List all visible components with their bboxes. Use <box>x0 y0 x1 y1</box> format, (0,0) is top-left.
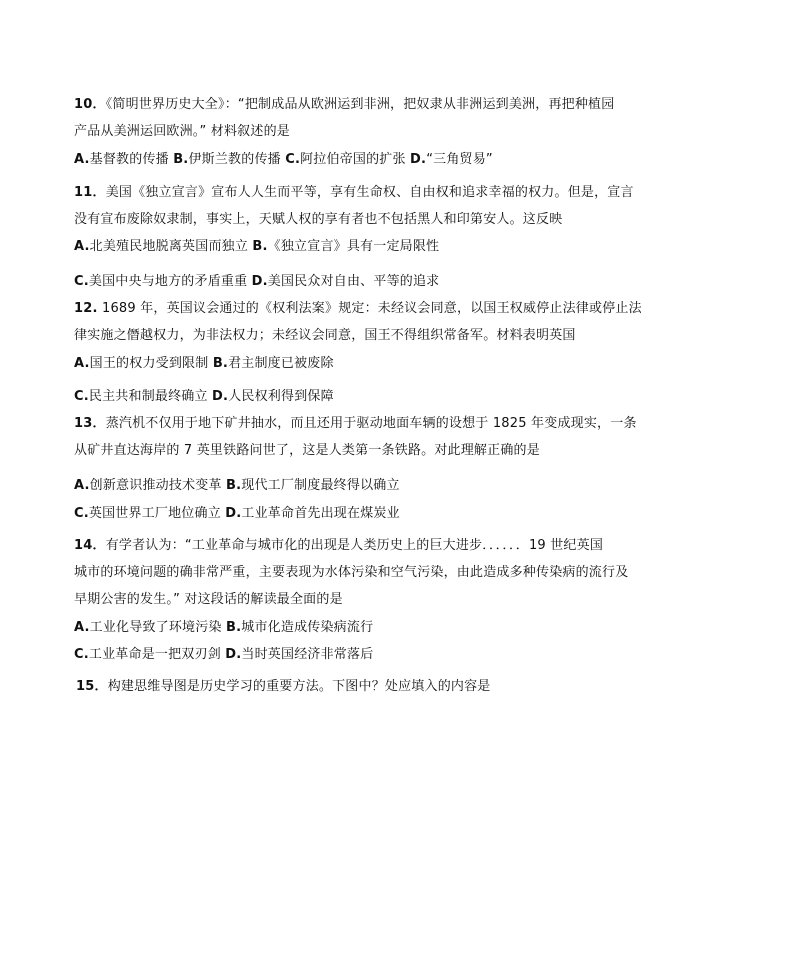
option-letter: D. <box>225 506 242 521</box>
q15-line-1 <box>76 678 491 696</box>
q13-line-2 <box>74 442 540 460</box>
q11-stem-text: 没有宣布废除奴隶制，事实上，天赋人权的享有者也不包括黑人和印第安人。这反映 <box>74 212 563 227</box>
q15-number: 15． <box>76 679 108 694</box>
q14-line-1 <box>74 537 603 555</box>
option-letter: C. <box>74 274 89 289</box>
q11-options-ab <box>74 238 439 256</box>
option-letter: C. <box>74 506 89 521</box>
q12-line-1 <box>74 300 642 318</box>
option-letter: B. <box>226 620 242 635</box>
q14-options-ab <box>74 619 373 637</box>
q14-options-cd <box>74 646 373 664</box>
option-letter: C. <box>285 152 301 167</box>
q14-stem-text: 城市的环境问题的确非常严重，主要表现为水体污染和空气污染，由此造成多种传染病的流行及 <box>74 565 629 580</box>
q13-options-cd <box>74 505 400 523</box>
q12-number: 12. <box>74 301 98 316</box>
option-text: 伊斯兰教的传播 <box>188 152 281 167</box>
option-text: 民主共和制最终确立 <box>88 389 208 404</box>
option-text: 《独立宣言》具有一定局限性 <box>267 239 440 254</box>
option-text: 人民权利得到保障 <box>228 389 334 404</box>
q11-line-1 <box>74 184 634 202</box>
q12-options-ab <box>74 355 334 373</box>
option-letter: D. <box>212 389 229 404</box>
option-text: 基督教的传播 <box>89 152 169 167</box>
option-letter: C. <box>74 389 89 404</box>
q10-options <box>74 151 493 169</box>
q14-line-2 <box>74 564 628 582</box>
option-letter: D. <box>225 647 242 662</box>
q12-stem-text: 律实施之僭越权力，为非法权力；未经议会同意，国王不得组织常备军。材料表明英国 <box>74 328 576 343</box>
option-letter: A. <box>74 239 90 254</box>
q10-line-1 <box>74 96 614 114</box>
q11-line-2 <box>74 211 562 229</box>
q13-options-ab <box>74 477 400 495</box>
option-text: 创新意识推动技术变革 <box>89 478 222 493</box>
option-letter: A. <box>74 152 90 167</box>
option-text: 当时英国经济非常落后 <box>241 647 374 662</box>
q13-stem-text: 蒸汽机不仅用于地下矿井抽水，而且还用于驱动地面车辆的设想于 1825 年变成现实，一条 <box>105 416 637 431</box>
option-letter: B. <box>212 356 229 371</box>
q11-number: 11． <box>74 185 106 200</box>
option-letter: D. <box>251 274 268 289</box>
option-letter: A. <box>74 478 90 493</box>
option-letter: A. <box>74 356 90 371</box>
q12-options-cd <box>74 388 334 406</box>
option-text: 北美殖民地脱离英国而独立 <box>89 239 249 254</box>
option-text: 君主制度已被废除 <box>228 356 334 371</box>
option-text: 工业化导致了环境污染 <box>89 620 222 635</box>
option-text: 美国民众对自由、平等的追求 <box>267 274 440 289</box>
q10-stem-text: 《简明世界历史大全》：“把制成品从欧洲运到非洲，把奴隶从非洲运到美洲，再把种植园 <box>105 97 615 112</box>
q11-stem-text: 美国《独立宣言》宣布人人生而平等，享有生命权、自由权和追求幸福的权力。但是，宣言 <box>105 185 634 200</box>
option-letter: B. <box>226 478 242 493</box>
q13-line-1 <box>74 415 637 433</box>
option-text: 美国中央与地方的矛盾重重 <box>88 274 248 289</box>
q13-stem-text: 从矿井直达海岸的 7 英里铁路问世了，这是人类第一条铁路。对此理解正确的是 <box>74 443 540 458</box>
q13-number: 13． <box>74 416 106 431</box>
q12-stem-text: 1689 年，英国议会通过的《权利法案》规定：未经议会同意，以国王权威停止法律或停止法 <box>101 301 642 316</box>
q14-stem-text: 早期公害的发生。” 对这段话的解读最全面的是 <box>74 592 343 607</box>
option-text: 英国世界工厂地位确立 <box>88 506 221 521</box>
option-text: 城市化造成传染病流行 <box>241 620 374 635</box>
q10-line-2 <box>74 123 290 141</box>
q11-options-cd <box>74 273 439 291</box>
q14-number: 14． <box>74 538 106 553</box>
q15-stem-text: 构建思维导图是历史学习的重要方法。下图中？处应填入的内容是 <box>107 679 491 694</box>
option-letter: C. <box>74 647 89 662</box>
q14-stem-text: 有学者认为：“工业革命与城市化的出现是人类历史上的巨大进步．．．．．．19 世纪英国 <box>105 538 604 553</box>
option-text: 阿拉伯帝国的扩张 <box>300 152 406 167</box>
option-letter: B. <box>252 239 268 254</box>
option-letter: A. <box>74 620 90 635</box>
q10-number: 10． <box>74 97 106 112</box>
option-text: 工业革命是一把双刃剑 <box>88 647 221 662</box>
option-text: “三角贸易” <box>426 152 493 167</box>
option-text: 工业革命首先出现在煤炭业 <box>241 506 400 521</box>
option-letter: B. <box>173 152 189 167</box>
option-text: 国王的权力受到限制 <box>89 356 209 371</box>
q14-line-3 <box>74 591 343 609</box>
option-text: 现代工厂制度最终得以确立 <box>241 478 400 493</box>
q10-stem-text: 产品从美洲运回欧洲。” 材料叙述的是 <box>74 124 290 139</box>
option-letter: D. <box>410 152 427 167</box>
q12-line-2 <box>74 327 576 345</box>
